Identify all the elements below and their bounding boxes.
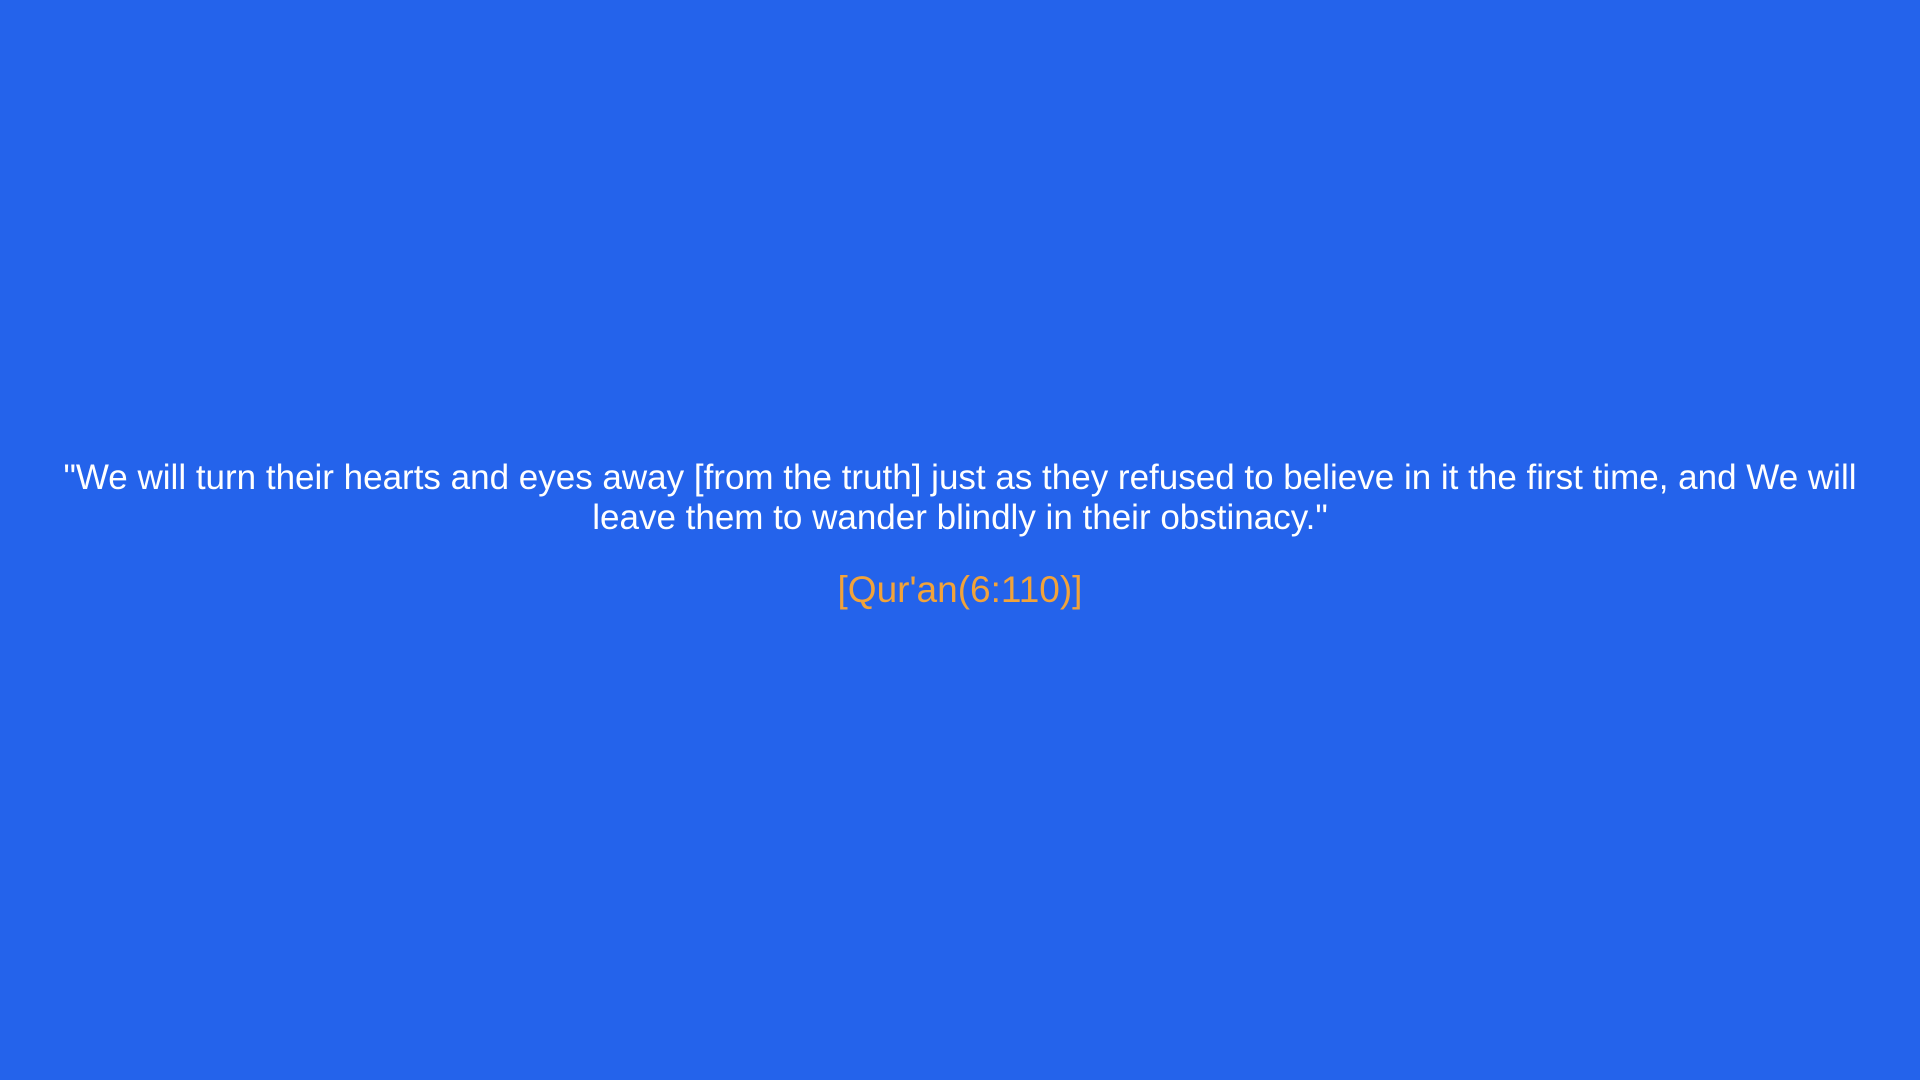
quote-text: "We will turn their hearts and eyes away [from the truth] just as they refused to believe in it the first time, and We will leave them to wander blindly in their obstinacy." — [63, 458, 1857, 537]
quote-reference: [Qur'an(6:110)] — [837, 569, 1083, 610]
